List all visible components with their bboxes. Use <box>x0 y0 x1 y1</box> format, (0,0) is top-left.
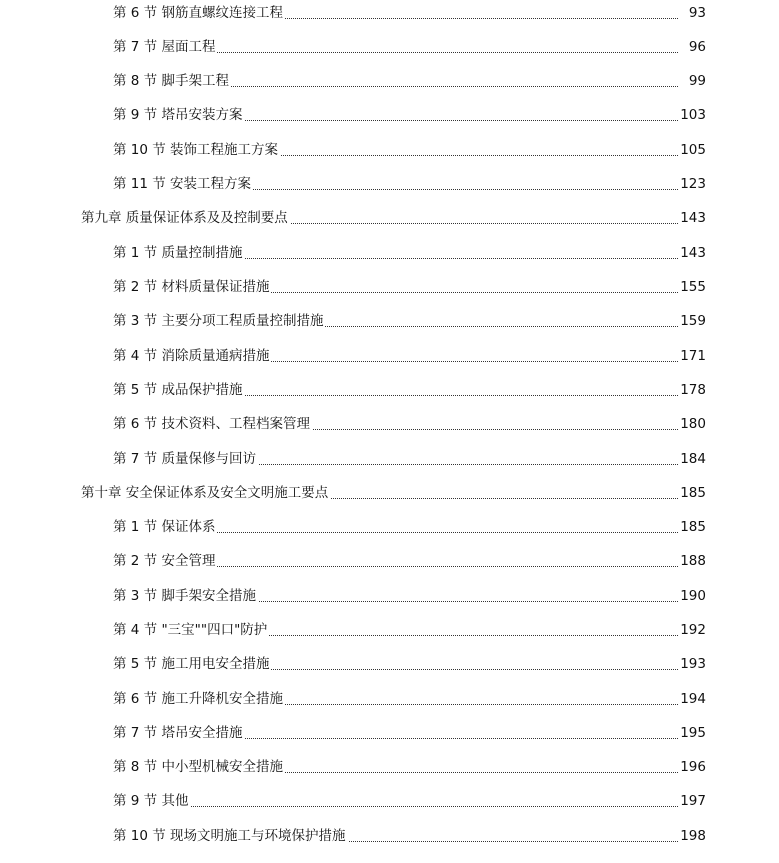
toc-entry-label: 第 4 节 "三宝""四口"防护 <box>113 618 269 642</box>
toc-entry-page: 192 <box>678 618 706 642</box>
toc-entry-page: 105 <box>678 138 706 162</box>
toc-entry-label: 第 8 节 中小型机械安全措施 <box>113 755 285 779</box>
toc-entry-label: 第 7 节 塔吊安全措施 <box>113 721 244 745</box>
toc-entry-page: 188 <box>678 549 706 573</box>
toc-entry[interactable] <box>0 447 779 471</box>
toc-chapter-entry[interactable] <box>0 206 779 230</box>
toc-entry[interactable] <box>0 35 779 59</box>
toc-entry-page: 155 <box>678 275 706 299</box>
toc-entry-page: 194 <box>678 687 706 711</box>
toc-entry-label: 第 1 节 质量控制措施 <box>113 241 244 265</box>
toc-entry[interactable] <box>0 344 779 368</box>
toc-entry-page: 99 <box>687 69 706 93</box>
toc-entry[interactable] <box>0 172 779 196</box>
toc-entry-page: 143 <box>678 206 706 230</box>
toc-entry[interactable] <box>0 412 779 436</box>
toc-entry-label: 第 11 节 安装工程方案 <box>113 172 253 196</box>
toc-entry-label: 第 7 节 屋面工程 <box>113 35 217 59</box>
toc-entry-label: 第 6 节 施工升降机安全措施 <box>113 687 285 711</box>
toc-entry-page: 193 <box>678 652 706 676</box>
toc-entry-label: 第 9 节 塔吊安装方案 <box>113 103 244 127</box>
toc-entry-page: 190 <box>678 584 706 608</box>
toc-entry-page: 143 <box>678 241 706 265</box>
toc-entry-page: 123 <box>678 172 706 196</box>
toc-entry-page: 185 <box>678 481 706 505</box>
toc-entry-page: 171 <box>678 344 706 368</box>
toc-entry[interactable] <box>0 515 779 539</box>
toc-entry[interactable] <box>0 275 779 299</box>
toc-entry[interactable] <box>0 755 779 779</box>
toc-entry-label: 第 3 节 脚手架安全措施 <box>113 584 258 608</box>
toc-entry-label: 第 5 节 成品保护措施 <box>113 378 244 402</box>
toc-entry[interactable] <box>0 687 779 711</box>
toc-entry[interactable] <box>0 618 779 642</box>
toc-entry-label: 第 9 节 其他 <box>113 789 190 813</box>
toc-entry-label: 第 10 节 现场文明施工与环境保护措施 <box>113 824 348 848</box>
toc-entry[interactable] <box>0 549 779 573</box>
toc-entry[interactable] <box>0 1 779 25</box>
toc-entry[interactable] <box>0 138 779 162</box>
toc-entry-page: 196 <box>678 755 706 779</box>
toc-entry-label: 第 2 节 材料质量保证措施 <box>113 275 271 299</box>
toc-entry-label: 第 10 节 装饰工程施工方案 <box>113 138 280 162</box>
toc-entry-page: 185 <box>678 515 706 539</box>
toc-chapter-entry[interactable] <box>0 481 779 505</box>
toc-entry-label: 第 6 节 技术资料、工程档案管理 <box>113 412 312 436</box>
toc-entry-page: 159 <box>678 309 706 333</box>
toc-entry-label: 第九章 质量保证体系及及控制要点 <box>81 206 290 230</box>
toc-entry[interactable] <box>0 309 779 333</box>
toc-entry-page: 178 <box>678 378 706 402</box>
toc-entry-label: 第 6 节 钢筋直螺纹连接工程 <box>113 1 285 25</box>
toc-entry-page: 197 <box>678 789 706 813</box>
toc-entry-page: 184 <box>678 447 706 471</box>
toc-entry[interactable] <box>0 824 779 848</box>
dot-leader <box>113 806 678 807</box>
toc-entry-label: 第 5 节 施工用电安全措施 <box>113 652 271 676</box>
toc-entry-page: 96 <box>687 35 706 59</box>
toc-entry-page: 180 <box>678 412 706 436</box>
toc-entry-page: 103 <box>678 103 706 127</box>
toc-entry[interactable] <box>0 241 779 265</box>
toc-entry-label: 第 7 节 质量保修与回访 <box>113 447 258 471</box>
toc-entry[interactable] <box>0 378 779 402</box>
toc-entry-label: 第 3 节 主要分项工程质量控制措施 <box>113 309 325 333</box>
toc-entry-label: 第 8 节 脚手架工程 <box>113 69 231 93</box>
toc-entry[interactable] <box>0 69 779 93</box>
toc-entry-label: 第十章 安全保证体系及安全文明施工要点 <box>81 481 330 505</box>
toc-entry-page: 93 <box>687 1 706 25</box>
toc-entry-label: 第 4 节 消除质量通病措施 <box>113 344 271 368</box>
toc-entry[interactable] <box>0 652 779 676</box>
toc-entry[interactable] <box>0 584 779 608</box>
toc-entry[interactable] <box>0 721 779 745</box>
toc-entry-label: 第 1 节 保证体系 <box>113 515 217 539</box>
toc-entry-page: 198 <box>678 824 706 848</box>
toc-entry[interactable] <box>0 103 779 127</box>
toc-entry-label: 第 2 节 安全管理 <box>113 549 217 573</box>
toc-entry-page: 195 <box>678 721 706 745</box>
toc-entry[interactable] <box>0 789 779 813</box>
